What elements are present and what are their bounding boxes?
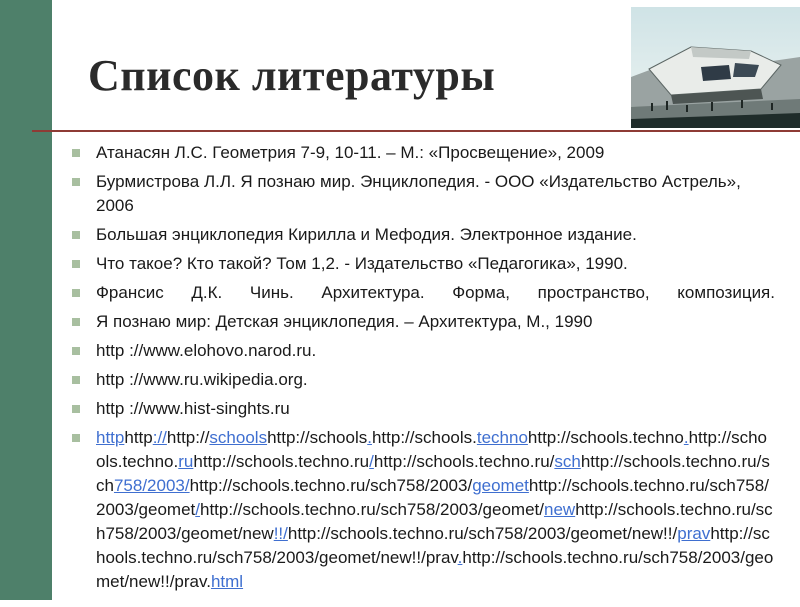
link-text: http <box>124 428 153 447</box>
bullet-icon <box>72 376 80 384</box>
hyperlink[interactable]: geomet <box>472 476 529 495</box>
list-item <box>70 252 775 276</box>
hyperlink[interactable]: http <box>96 428 125 447</box>
link-text: http://schools.techno.ru/sch758/2003/geomet/ <box>199 500 544 519</box>
hyperlink[interactable]: 758/2003/ <box>113 476 190 495</box>
reference-text: Атанасян Л.С. Геометрия 7-9, 10-11. – М.: «Просвещение», 2009 <box>96 143 605 162</box>
list-item <box>70 397 775 421</box>
hyperlink[interactable]: html <box>210 572 244 591</box>
link-text: http://schools.techno.ru/sch758/2003/ <box>189 476 473 495</box>
link-text: http://schools <box>267 428 368 447</box>
link-text: http://schools.techno <box>527 428 684 447</box>
reference-text: Я познаю мир: Детская энциклопедия. – Архитектура, М., 1990 <box>96 312 593 331</box>
bullet-icon <box>72 405 80 413</box>
bullet-icon <box>72 149 80 157</box>
hyperlink[interactable]: / <box>369 452 374 471</box>
hyperlink[interactable]: !!/ <box>273 524 288 543</box>
link-text: http://schools. <box>371 428 477 447</box>
slide-sidebar <box>0 0 52 600</box>
list-item <box>70 426 775 602</box>
title-divider <box>32 130 800 132</box>
bullet-icon <box>72 178 80 186</box>
link-text: http://schools.techno.ru <box>193 452 370 471</box>
hyperlink[interactable]: schools <box>209 428 268 447</box>
list-item <box>70 339 775 363</box>
bullet-icon <box>72 289 80 297</box>
link-text: http://schools.techno.ru/sch <box>96 452 770 495</box>
hyperlink[interactable]: . <box>367 428 372 447</box>
link-text: http://schools.techno.ru/sch758/2003/geomet/new!!/prav. <box>96 548 774 591</box>
list-item <box>70 368 775 392</box>
list-item <box>70 281 775 305</box>
bullet-icon <box>72 260 80 268</box>
link-text: http://schools.techno.ru/sch758/2003/geomet <box>96 476 769 519</box>
bullet-icon <box>72 434 80 442</box>
reference-text: Бурмистрова Л.Л. Я познаю мир. Энциклопедия. - ООО «Издательство Астрель», 2006 <box>96 172 741 215</box>
reference-text: Большая энциклопедия Кирилла и Мефодия. Электронное издание. <box>96 225 637 244</box>
reference-url: http ://www.hist-singhts.ru <box>96 399 290 418</box>
reference-url: http ://www.ru.wikipedia.org. <box>96 370 308 389</box>
link-text: http://schools.techno.ru/sch758/2003/geomet/new!!/ <box>287 524 678 543</box>
link-text: http:// <box>166 428 210 447</box>
list-item <box>70 223 775 247</box>
hyperlink[interactable]: :// <box>152 428 167 447</box>
hyperlink[interactable]: sch <box>554 452 581 471</box>
reference-list <box>70 141 775 607</box>
bullet-icon <box>72 347 80 355</box>
architecture-photo <box>631 7 800 128</box>
link-text: http://schools.techno.ru/sch758/2003/geomet/new!!/prav <box>96 524 770 567</box>
list-item <box>70 310 775 334</box>
hyperlink[interactable]: techno <box>476 428 528 447</box>
bullet-icon <box>72 231 80 239</box>
list-item <box>70 170 775 218</box>
reference-text: Что такое? Кто такой? Том 1,2. - Издательство «Педагогика», 1990. <box>96 254 628 273</box>
link-text: http://schools.techno.ru/ <box>373 452 555 471</box>
hyperlink[interactable]: ru <box>178 452 194 471</box>
list-item <box>70 141 775 165</box>
hyperlink[interactable]: . <box>457 548 463 567</box>
reference-url: http ://www.elohovo.narod.ru. <box>96 341 317 360</box>
reference-text: Франсис Д.К. Чинь. Архитектура. Форма, пространство, композиция. <box>96 283 775 302</box>
bullet-icon <box>72 318 80 326</box>
hyperlink[interactable]: prav <box>677 524 711 543</box>
long-link-reference <box>96 426 775 602</box>
link-text: http://schools.techno.ru/sch758/2003/geomet/new <box>96 500 773 543</box>
link-text: http://schools.techno. <box>96 428 768 471</box>
hyperlink[interactable]: new <box>544 500 576 519</box>
hyperlink[interactable]: / <box>195 500 200 519</box>
page-title: Список литературы <box>88 51 496 100</box>
hyperlink[interactable]: . <box>683 428 689 447</box>
